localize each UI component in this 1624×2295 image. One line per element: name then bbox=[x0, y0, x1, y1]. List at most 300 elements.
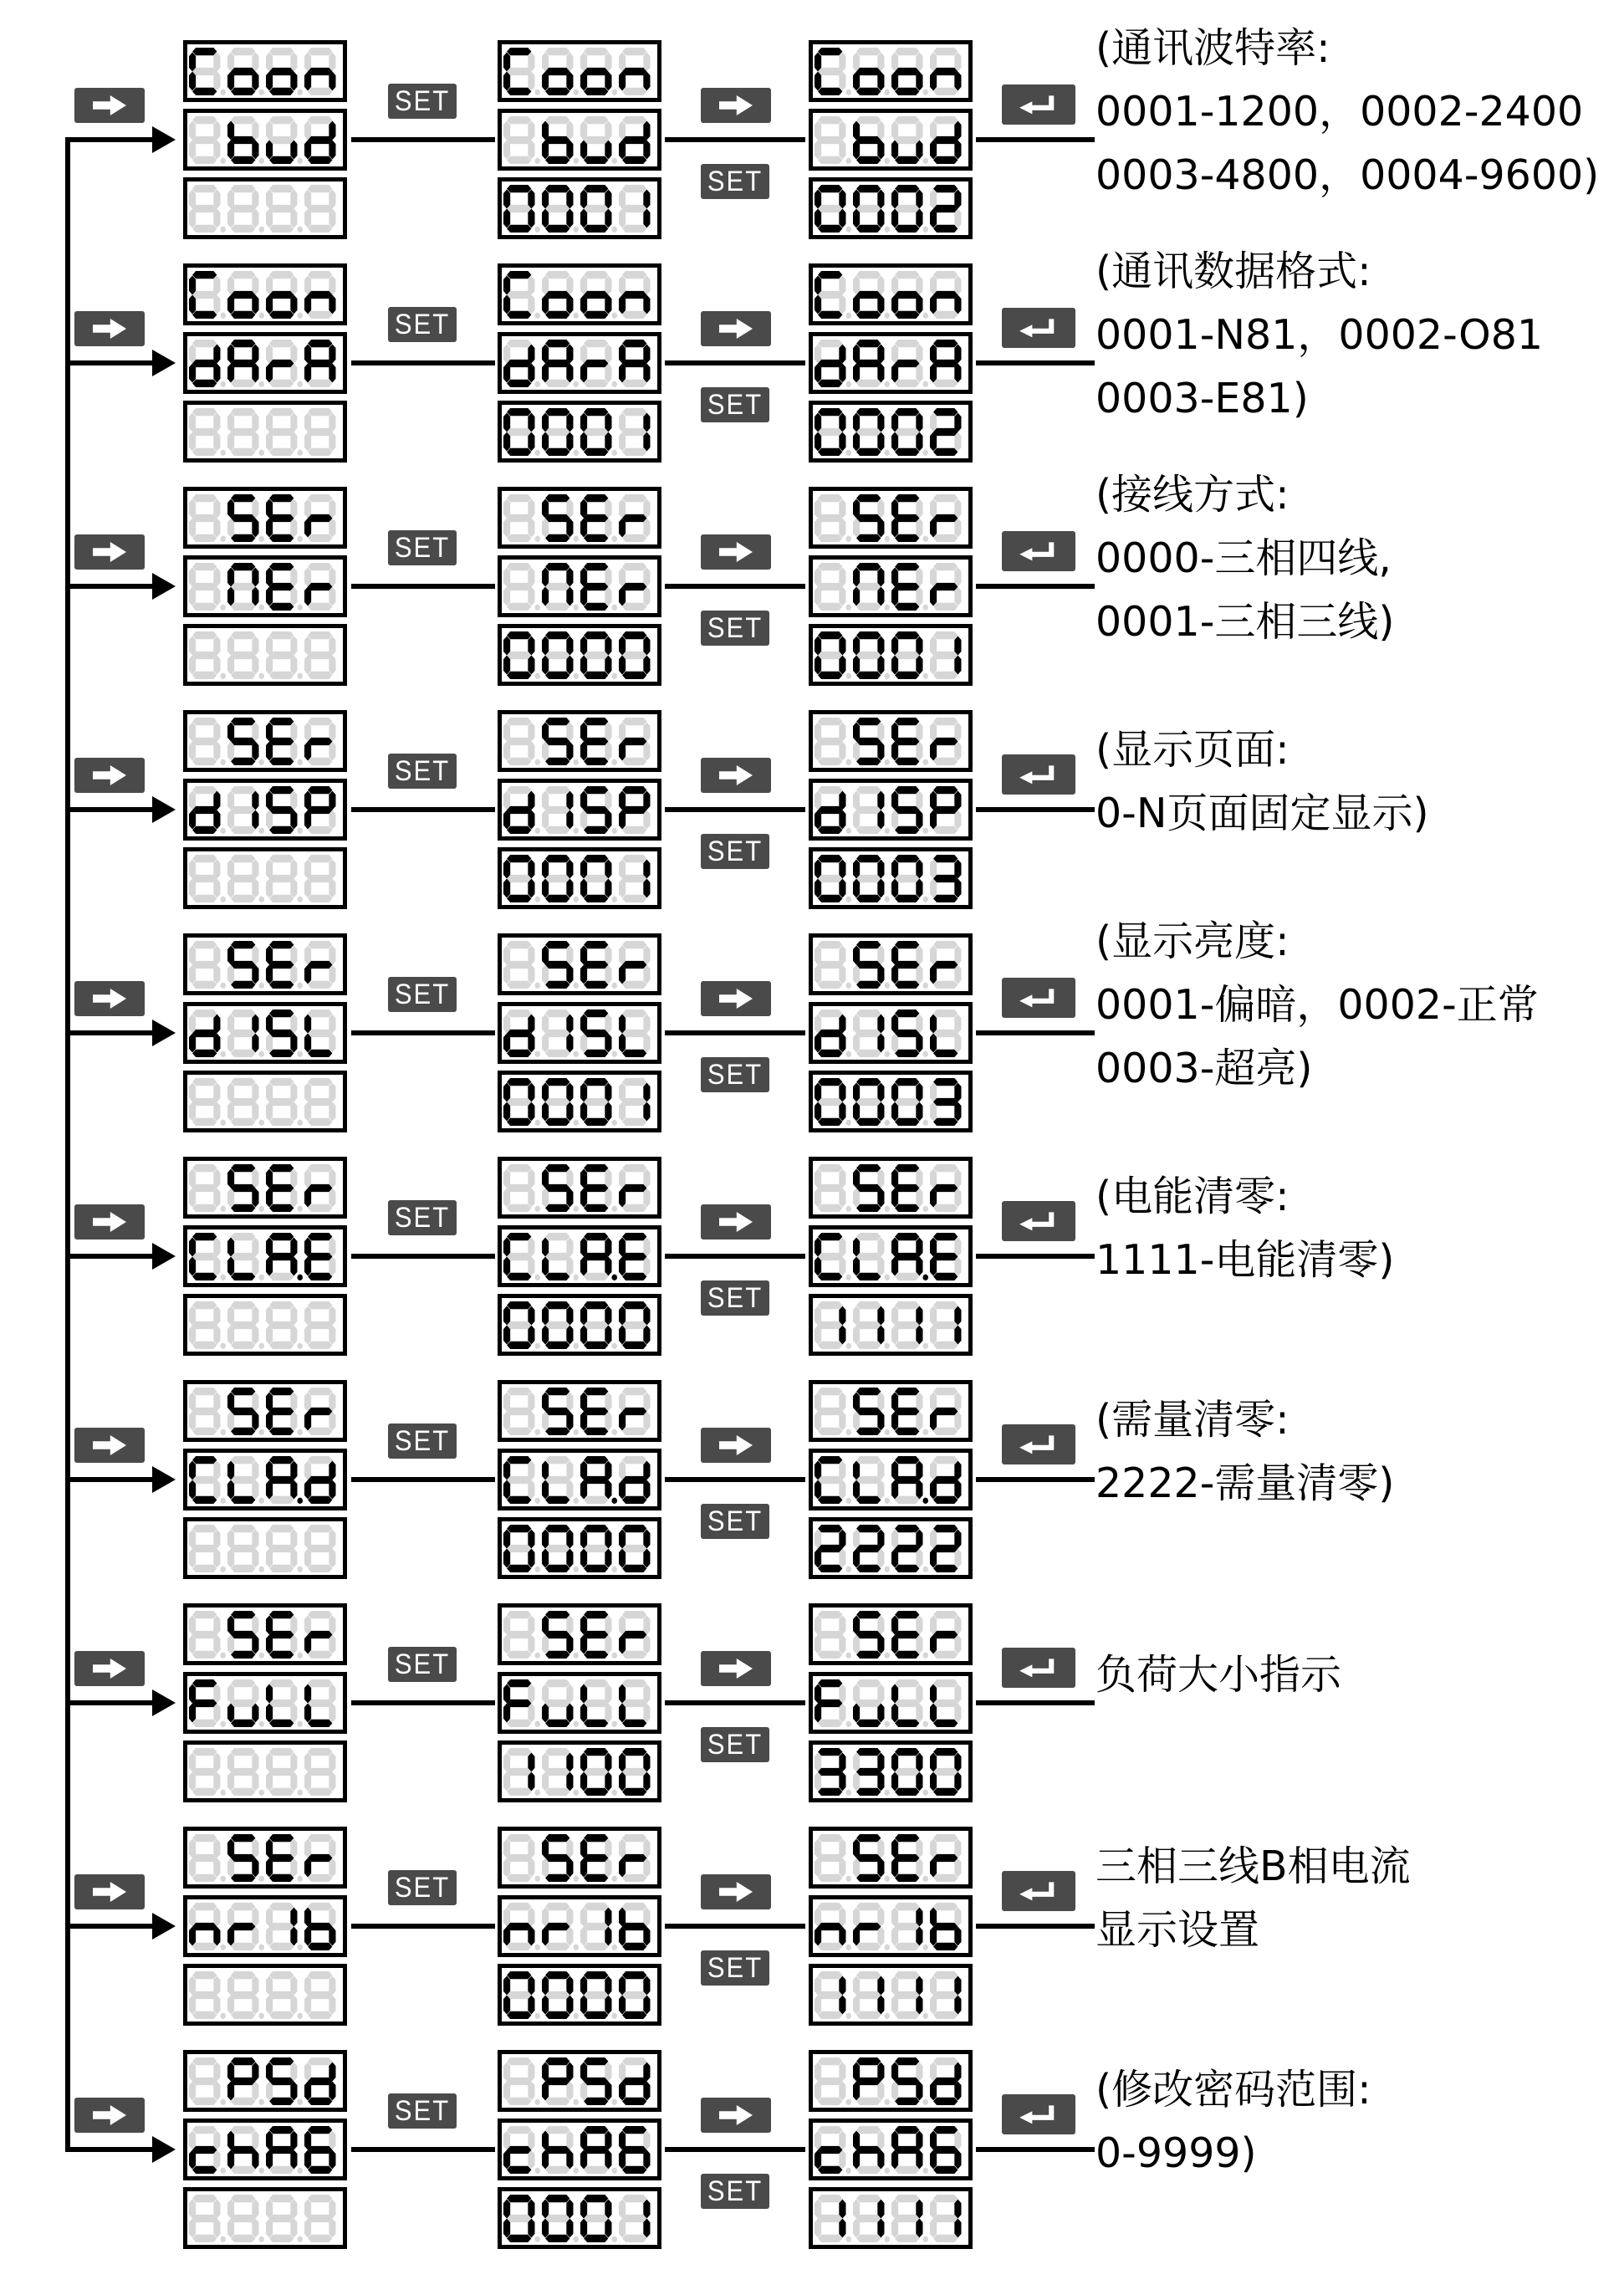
seven-segment-digit bbox=[542, 1164, 579, 1212]
annotation-line: 0-N页面固定显示) bbox=[1095, 789, 1429, 837]
display-value-line bbox=[498, 2187, 661, 2249]
seven-segment-digit bbox=[853, 48, 890, 95]
seven-segment-digit bbox=[189, 271, 226, 319]
display-menu-line bbox=[809, 1380, 973, 1442]
arrow-right-icon bbox=[81, 1209, 138, 1235]
decimal-point bbox=[258, 604, 264, 610]
seven-segment-digit bbox=[580, 2195, 617, 2242]
connector-line bbox=[665, 1924, 805, 1929]
set-key bbox=[701, 1504, 769, 1539]
next-key bbox=[74, 1874, 145, 1909]
display-item-line bbox=[809, 1225, 973, 1287]
connector-line bbox=[665, 1030, 805, 1035]
display-item-line bbox=[498, 2119, 661, 2180]
decimal-point bbox=[611, 381, 617, 386]
seven-segment-digit bbox=[853, 1903, 890, 1950]
arrow-right-icon bbox=[707, 985, 764, 1012]
seven-segment-digit bbox=[189, 1611, 226, 1659]
decimal-point bbox=[845, 604, 851, 610]
decimal-point bbox=[845, 1497, 851, 1503]
decimal-point bbox=[573, 2236, 579, 2241]
seven-segment-digit bbox=[542, 340, 579, 387]
seven-segment-digit bbox=[580, 1388, 617, 1435]
decimal-point bbox=[220, 2167, 226, 2173]
decimal-point bbox=[220, 1205, 226, 1211]
decimal-point bbox=[534, 535, 540, 541]
decimal-point bbox=[611, 759, 617, 764]
seven-segment-digit bbox=[891, 340, 928, 387]
set-key bbox=[388, 530, 457, 565]
decimal-point bbox=[534, 1944, 540, 1950]
enter-arrow-icon bbox=[1012, 89, 1065, 120]
display-stack-edit bbox=[498, 1603, 661, 1809]
decimal-point bbox=[922, 1429, 928, 1434]
seven-segment-digit bbox=[580, 48, 617, 95]
display-item-line bbox=[809, 332, 973, 394]
decimal-point bbox=[884, 312, 890, 318]
seven-segment-digit bbox=[304, 48, 341, 95]
branch-arrowhead-icon bbox=[152, 350, 176, 376]
annotation-line: 0000-三相四线, bbox=[1095, 534, 1392, 582]
annotation-text bbox=[1095, 0, 1616, 223]
seven-segment-digit bbox=[227, 1834, 264, 1882]
seven-segment-digit bbox=[542, 271, 579, 319]
arrow-right-icon bbox=[707, 1878, 764, 1905]
enter-arrow-icon bbox=[1012, 536, 1065, 566]
set-key-label: SET bbox=[707, 1504, 763, 1538]
decimal-point bbox=[573, 759, 579, 764]
decimal-point bbox=[845, 381, 851, 386]
decimal-point bbox=[884, 1274, 890, 1280]
seven-segment-digit bbox=[815, 2126, 851, 2174]
decimal-point bbox=[922, 157, 928, 163]
display-item-line bbox=[183, 109, 347, 171]
next-key bbox=[74, 981, 145, 1016]
decimal-point bbox=[534, 759, 540, 764]
display-item-line bbox=[809, 2119, 973, 2180]
display-menu-line bbox=[809, 1157, 973, 1219]
seven-segment-digit bbox=[891, 1834, 928, 1882]
decimal-point bbox=[611, 827, 617, 833]
display-menu-line bbox=[809, 710, 973, 772]
decimal-point bbox=[884, 2236, 890, 2241]
seven-segment-digit bbox=[227, 340, 264, 387]
display-stack-edit bbox=[498, 2050, 661, 2256]
decimal-point bbox=[297, 1652, 303, 1658]
decimal-point bbox=[258, 1875, 264, 1881]
decimal-point bbox=[258, 1497, 264, 1503]
display-menu-line bbox=[498, 1380, 661, 1442]
decimal-point bbox=[220, 1274, 226, 1280]
display-item-line bbox=[498, 1895, 661, 1957]
next-key bbox=[701, 981, 771, 1016]
seven-segment-digit bbox=[304, 2057, 341, 2105]
annotation-text bbox=[1095, 2010, 1616, 2233]
seven-segment-digit bbox=[189, 1456, 226, 1504]
seven-segment-digit bbox=[266, 1611, 303, 1659]
flow-row-8 bbox=[0, 1563, 1624, 1786]
display-stack-initial bbox=[183, 40, 347, 246]
display-menu-line bbox=[498, 40, 661, 102]
set-key-label: SET bbox=[394, 2093, 451, 2128]
set-key bbox=[388, 1647, 457, 1682]
set-key-label: SET bbox=[394, 307, 451, 341]
seven-segment-digit bbox=[227, 563, 264, 611]
next-key bbox=[74, 534, 145, 570]
seven-segment-digit bbox=[542, 2195, 579, 2242]
next-key bbox=[701, 758, 771, 793]
seven-segment-digit bbox=[815, 494, 851, 542]
set-key bbox=[701, 387, 769, 422]
set-key-label: SET bbox=[394, 1870, 451, 1904]
annotation-line: 0001-1200，0002-2400 bbox=[1095, 87, 1584, 135]
decimal-point bbox=[534, 827, 540, 833]
decimal-point bbox=[884, 381, 890, 386]
decimal-point bbox=[884, 2098, 890, 2104]
seven-segment-digit bbox=[930, 2126, 967, 2174]
seven-segment-digit bbox=[189, 494, 226, 542]
decimal-point bbox=[611, 604, 617, 610]
decimal-point bbox=[220, 1720, 226, 1726]
display-stack-confirmed bbox=[809, 1380, 973, 1586]
decimal-point bbox=[922, 381, 928, 386]
seven-segment-digit bbox=[853, 340, 890, 387]
seven-segment-digit bbox=[619, 1903, 656, 1950]
seven-segment-digit bbox=[619, 1679, 656, 1727]
set-key bbox=[701, 164, 769, 199]
annotation-line: 0001-偏暗，0002-正常 bbox=[1095, 980, 1539, 1029]
seven-segment-digit bbox=[266, 1903, 303, 1950]
decimal-point bbox=[884, 157, 890, 163]
annotation-line: 2222-需量清零) bbox=[1095, 1459, 1395, 1507]
display-stack-initial bbox=[183, 1827, 347, 2032]
seven-segment-digit bbox=[503, 48, 540, 95]
seven-segment-digit bbox=[815, 340, 851, 387]
seven-segment-digit bbox=[930, 941, 967, 989]
seven-segment-digit bbox=[266, 1679, 303, 1727]
seven-segment-digit bbox=[891, 1388, 928, 1435]
decimal-point bbox=[220, 759, 226, 764]
set-key-label: SET bbox=[394, 84, 451, 118]
seven-segment-digit bbox=[542, 563, 579, 611]
display-stack-initial bbox=[183, 933, 347, 1139]
annotation-line: 三相三线B相电流 bbox=[1095, 1842, 1411, 1890]
set-key bbox=[388, 84, 457, 119]
decimal-point bbox=[297, 1497, 303, 1503]
display-menu-line bbox=[498, 487, 661, 549]
decimal-point bbox=[884, 827, 890, 833]
set-key bbox=[701, 2174, 769, 2209]
display-stack-confirmed bbox=[809, 40, 973, 246]
seven-segment-digit bbox=[580, 786, 617, 834]
decimal-point bbox=[922, 759, 928, 764]
seven-segment-digit bbox=[189, 1679, 226, 1727]
display-item-line bbox=[183, 2119, 347, 2180]
seven-segment-digit bbox=[815, 1611, 851, 1659]
seven-segment-digit bbox=[853, 271, 890, 319]
seven-segment-digit bbox=[304, 941, 341, 989]
seven-segment-digit bbox=[930, 116, 967, 164]
seven-segment-digit bbox=[227, 1679, 264, 1727]
connector-line bbox=[351, 1477, 495, 1482]
seven-segment-digit bbox=[189, 718, 226, 765]
seven-segment-digit bbox=[189, 563, 226, 611]
seven-segment-digit bbox=[304, 340, 341, 387]
seven-segment-digit bbox=[815, 271, 851, 319]
branch-line bbox=[65, 137, 152, 142]
decimal-point bbox=[845, 535, 851, 541]
decimal-point bbox=[297, 535, 303, 541]
display-menu-line bbox=[183, 710, 347, 772]
set-key-label: SET bbox=[707, 2174, 763, 2208]
seven-segment-digit bbox=[930, 1456, 967, 1504]
display-item-line bbox=[498, 779, 661, 841]
seven-segment-digit bbox=[619, 340, 656, 387]
set-key bbox=[701, 1950, 769, 1986]
seven-segment-digit bbox=[815, 2195, 851, 2242]
set-key bbox=[388, 1200, 457, 1235]
decimal-point bbox=[258, 157, 264, 163]
seven-segment-digit bbox=[580, 718, 617, 765]
branch-arrowhead-icon bbox=[152, 1913, 176, 1940]
seven-segment-digit bbox=[891, 1903, 928, 1950]
seven-segment-digit bbox=[930, 271, 967, 319]
display-item-line bbox=[498, 1225, 661, 1287]
decimal-point bbox=[922, 535, 928, 541]
display-value-line bbox=[809, 2187, 973, 2249]
seven-segment-digit bbox=[815, 718, 851, 765]
seven-segment-digit bbox=[266, 786, 303, 834]
decimal-point bbox=[220, 1429, 226, 1434]
seven-segment-digit bbox=[580, 271, 617, 319]
decimal-point bbox=[884, 89, 890, 95]
next-key bbox=[701, 311, 771, 346]
decimal-point bbox=[573, 604, 579, 610]
branch-arrowhead-icon bbox=[152, 1020, 176, 1046]
seven-segment-digit bbox=[891, 1611, 928, 1659]
seven-segment-digit bbox=[266, 271, 303, 319]
seven-segment-digit bbox=[930, 1679, 967, 1727]
display-menu-line bbox=[809, 1603, 973, 1665]
decimal-point bbox=[922, 827, 928, 833]
branch-arrowhead-icon bbox=[152, 126, 176, 153]
annotation-line: (显示亮度: bbox=[1095, 917, 1289, 965]
connector-line bbox=[665, 1700, 805, 1705]
seven-segment-digit bbox=[304, 1388, 341, 1435]
decimal-point bbox=[845, 982, 851, 988]
decimal-point bbox=[922, 312, 928, 318]
decimal-point bbox=[611, 89, 617, 95]
seven-segment-digit bbox=[891, 494, 928, 542]
seven-segment-digit bbox=[542, 786, 579, 834]
seven-segment-digit bbox=[503, 1233, 540, 1280]
connector-line bbox=[665, 2147, 805, 2152]
seven-segment-digit bbox=[503, 1679, 540, 1727]
seven-segment-digit bbox=[266, 941, 303, 989]
decimal-point bbox=[258, 1720, 264, 1726]
seven-segment-digit bbox=[542, 1903, 579, 1950]
connector-line bbox=[665, 1477, 805, 1482]
decimal-point bbox=[220, 157, 226, 163]
decimal-point bbox=[220, 2098, 226, 2104]
decimal-point bbox=[573, 827, 579, 833]
decimal-point bbox=[573, 2098, 579, 2104]
display-item-line bbox=[183, 1225, 347, 1287]
set-key-label: SET bbox=[394, 1424, 451, 1458]
set-key bbox=[701, 834, 769, 869]
flow-row-3 bbox=[0, 447, 1624, 670]
decimal-point bbox=[573, 982, 579, 988]
arrow-right-icon bbox=[81, 92, 138, 119]
enter-key bbox=[1002, 1648, 1075, 1688]
arrow-right-icon bbox=[707, 92, 764, 119]
set-key bbox=[701, 611, 769, 646]
decimal-point bbox=[258, 1274, 264, 1280]
seven-segment-digit bbox=[619, 1456, 656, 1504]
decimal-point bbox=[534, 1720, 540, 1726]
seven-segment-digit bbox=[853, 1233, 890, 1280]
connector-line bbox=[351, 1700, 495, 1705]
seven-segment-digit bbox=[304, 1903, 341, 1950]
decimal-point bbox=[220, 535, 226, 541]
seven-segment-digit bbox=[891, 1009, 928, 1057]
seven-segment-digit bbox=[266, 1233, 303, 1280]
seven-segment-digit bbox=[189, 116, 226, 164]
branch-arrowhead-icon bbox=[152, 573, 176, 600]
seven-segment-digit bbox=[815, 1164, 851, 1212]
decimal-point bbox=[884, 1205, 890, 1211]
enter-key bbox=[1002, 1201, 1075, 1241]
seven-segment-digit bbox=[189, 2057, 226, 2105]
seven-segment-digit bbox=[930, 2195, 967, 2242]
display-stack-edit bbox=[498, 933, 661, 1139]
decimal-point bbox=[297, 982, 303, 988]
display-stack-confirmed bbox=[809, 1603, 973, 1809]
annotation-line: (需量清零: bbox=[1095, 1395, 1289, 1444]
display-stack-edit bbox=[498, 1380, 661, 1586]
seven-segment-digit bbox=[580, 116, 617, 164]
display-menu-line bbox=[809, 933, 973, 995]
display-stack-edit bbox=[498, 1157, 661, 1362]
decimal-point bbox=[884, 535, 890, 541]
display-item-line bbox=[809, 1449, 973, 1510]
seven-segment-digit bbox=[266, 494, 303, 542]
decimal-point bbox=[534, 2098, 540, 2104]
seven-segment-digit bbox=[580, 2126, 617, 2174]
decimal-point bbox=[220, 1050, 226, 1056]
decimal-point bbox=[297, 1429, 303, 1434]
decimal-point bbox=[922, 1205, 928, 1211]
seven-segment-digit bbox=[304, 2195, 341, 2242]
seven-segment-digit bbox=[853, 1164, 890, 1212]
seven-segment-digit bbox=[189, 1903, 226, 1950]
decimal-point bbox=[845, 1429, 851, 1434]
branch-arrowhead-icon bbox=[152, 1466, 176, 1493]
display-menu-line bbox=[498, 2050, 661, 2112]
set-key-label: SET bbox=[707, 1727, 763, 1761]
seven-segment-digit bbox=[227, 1903, 264, 1950]
seven-segment-digit bbox=[503, 1834, 540, 1882]
next-key bbox=[74, 1204, 145, 1240]
connector-line bbox=[351, 137, 495, 142]
seven-segment-digit bbox=[930, 1903, 967, 1950]
display-item-line bbox=[498, 555, 661, 617]
seven-segment-digit bbox=[891, 48, 928, 95]
next-key bbox=[74, 1651, 145, 1686]
seven-segment-digit bbox=[266, 2126, 303, 2174]
seven-segment-digit bbox=[227, 718, 264, 765]
seven-segment-digit bbox=[542, 941, 579, 989]
decimal-point bbox=[845, 1050, 851, 1056]
decimal-point bbox=[845, 1944, 851, 1950]
enter-arrow-icon bbox=[1012, 1429, 1065, 1459]
connector-line bbox=[976, 360, 1095, 365]
decimal-point bbox=[534, 1274, 540, 1280]
arrow-right-icon bbox=[707, 539, 764, 565]
decimal-point bbox=[534, 2236, 540, 2241]
display-stack-initial bbox=[183, 1157, 347, 1362]
decimal-point bbox=[258, 1050, 264, 1056]
seven-segment-digit bbox=[930, 1611, 967, 1659]
enter-arrow-icon bbox=[1012, 1876, 1065, 1906]
decimal-point bbox=[611, 2167, 617, 2173]
display-item-line bbox=[183, 1672, 347, 1734]
seven-segment-digit bbox=[503, 494, 540, 542]
connector-line bbox=[976, 1700, 1095, 1705]
decimal-point bbox=[922, 1720, 928, 1726]
seven-segment-digit bbox=[853, 941, 890, 989]
display-stack-initial bbox=[183, 710, 347, 916]
seven-segment-digit bbox=[853, 1456, 890, 1504]
seven-segment-digit bbox=[853, 1679, 890, 1727]
seven-segment-digit bbox=[542, 48, 579, 95]
set-key-label: SET bbox=[707, 1950, 763, 1985]
decimal-point bbox=[845, 759, 851, 764]
decimal-point bbox=[220, 1497, 226, 1503]
next-key bbox=[701, 534, 771, 570]
seven-segment-digit bbox=[189, 48, 226, 95]
flow-row-4 bbox=[0, 670, 1624, 893]
display-stack-confirmed bbox=[809, 263, 973, 469]
seven-segment-digit bbox=[930, 340, 967, 387]
seven-segment-digit bbox=[815, 1679, 851, 1727]
decimal-point bbox=[845, 1652, 851, 1658]
display-item-line bbox=[498, 332, 661, 394]
decimal-point bbox=[884, 1050, 890, 1056]
seven-segment-digit bbox=[891, 1679, 928, 1727]
arrow-right-icon bbox=[81, 2102, 138, 2129]
enter-key bbox=[1002, 308, 1075, 348]
decimal-point bbox=[573, 2167, 579, 2173]
seven-segment-digit bbox=[619, 1009, 656, 1057]
decimal-point bbox=[534, 381, 540, 386]
display-stack-confirmed bbox=[809, 1827, 973, 2032]
decimal-point bbox=[611, 982, 617, 988]
decimal-point bbox=[884, 982, 890, 988]
seven-segment-digit bbox=[580, 2057, 617, 2105]
seven-segment-digit bbox=[304, 1456, 341, 1504]
branch-arrowhead-icon bbox=[152, 796, 176, 823]
annotation-line: 负荷大小指示 bbox=[1095, 1650, 1342, 1699]
decimal-point bbox=[220, 312, 226, 318]
seven-segment-digit bbox=[304, 271, 341, 319]
seven-segment-digit bbox=[930, 1164, 967, 1212]
seven-segment-digit bbox=[930, 1834, 967, 1882]
decimal-point bbox=[611, 1944, 617, 1950]
seven-segment-digit bbox=[304, 1679, 341, 1727]
seven-segment-digit bbox=[815, 786, 851, 834]
display-menu-line bbox=[498, 710, 661, 772]
